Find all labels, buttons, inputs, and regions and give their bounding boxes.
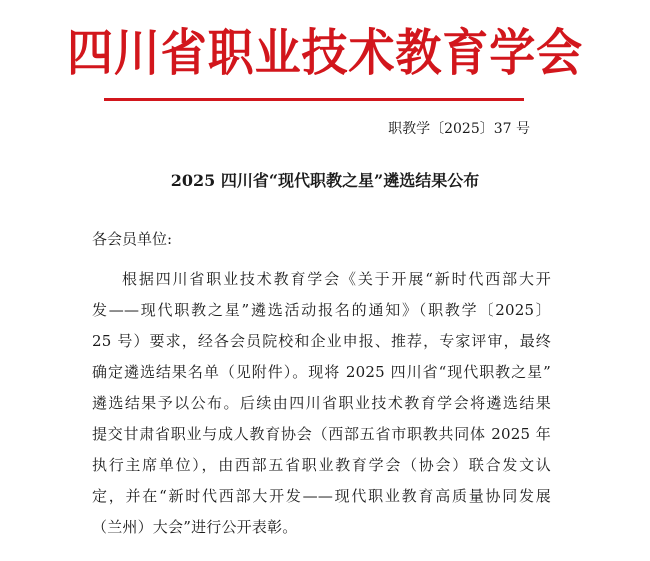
body-line: 提交甘肃省职业与成人教育协会（西部五省市职教共同体 2025 年: [92, 425, 551, 443]
document-title: 2025 四川省“现代职教之星”遴选结果公布: [170, 171, 480, 190]
body-paragraph: [92, 264, 551, 543]
body-line: （兰州）大会”进行公开表彰。: [92, 518, 298, 536]
body-line: 25 号）要求，经各会员院校和企业申报、推荐，专家评审，最终: [92, 332, 551, 350]
body-line: 确定遴选结果名单（见附件）。现将 2025 四川省“现代职教之星”: [92, 363, 551, 381]
salutation: 各会员单位:: [92, 230, 173, 248]
letterhead-red-rule: [104, 98, 524, 101]
body-line: 遴选结果予以公布。后续由四川省职业技术教育学会将遴选结果: [92, 394, 551, 412]
body-line: 根据四川省职业技术教育学会《关于开展“新时代西部大开: [122, 270, 551, 288]
body-line: 定，并在“新时代西部大开发——现代职业教育高质量协同发展: [92, 487, 551, 505]
letterhead-org-name: 四川省职业技术教育学会: [66, 24, 584, 82]
document-number: 职教学〔2025〕37 号: [388, 121, 530, 137]
body-line: 执行主席单位），由西部五省职业教育学会（协会）联合发文认: [92, 456, 551, 474]
body-line: 发——现代职教之星”遴选活动报名的通知》（职教学〔2025〕: [92, 301, 551, 319]
